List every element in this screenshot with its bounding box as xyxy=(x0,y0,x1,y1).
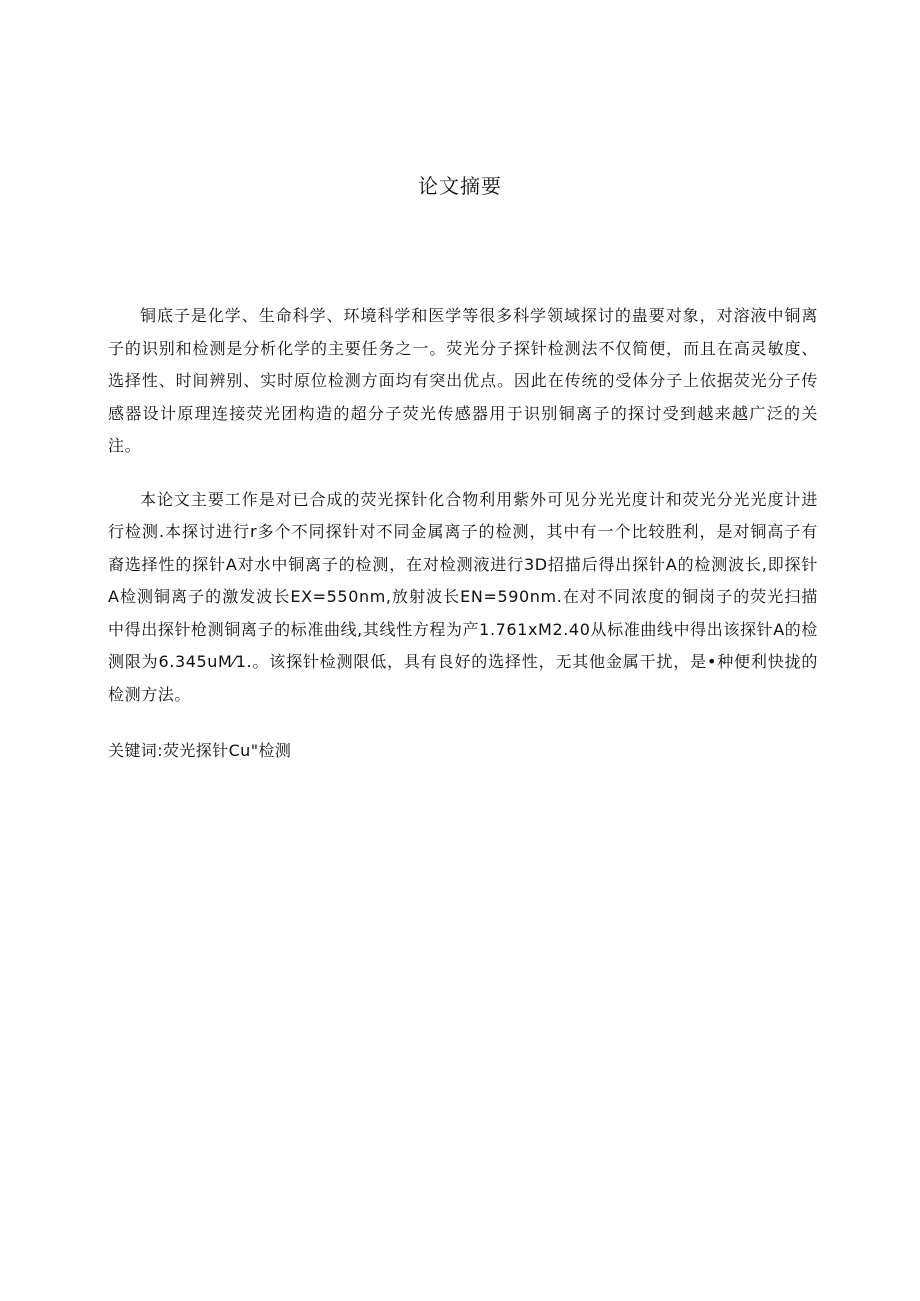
abstract-paragraph-2: 本论文主要工作是对已合成的荧光探针化合物利用紫外可见分光光度计和荧光分光光度计进行检测.本探讨进行r多个不同探针对不同金属离子的检测，其中有一个比较胜利，是对铜高子有裔选择性的探针A对水中铜离子的检测，在对检测液进行3D招描后得出探针A的检测波长,即探针A检测铜离子的激发波长EX=550nm,放射波长EN=590nm.在对不同浓度的铜岗子的荧光扫描中得出探针枪测铜离子的标准曲线,其线性方程为产1.761xM2.40从标准曲线中得出该探针A的检测限为6.345uM⁄1.。该探针检测限低，具有良好的选择性，无其他金属干扰，是•种便利快拢的检测方法。 xyxy=(108,489,818,704)
abstract-body xyxy=(108,300,818,768)
keywords-line: 关键词:荧光探针Cu"检测 xyxy=(108,741,292,760)
page-title: 论文摘要 xyxy=(418,174,502,198)
abstract-paragraph-1: 铜底子是化学、生命科学、环境科学和医学等很多科学领域探讨的蛊要对象，对溶液中铜离子的识别和检测是分析化学的主要任务之一。荧光分子探针检测法不仅简便，而且在高灵敏度、选择性、时间辨别、实时原位检测方面均有突出优点。因此在传统的受体分子上依据荧光分子传感器设计原理连接荧光团构造的超分子荧光传感器用于识别铜离子的探讨受到越来越广泛的关注。 xyxy=(108,306,818,455)
